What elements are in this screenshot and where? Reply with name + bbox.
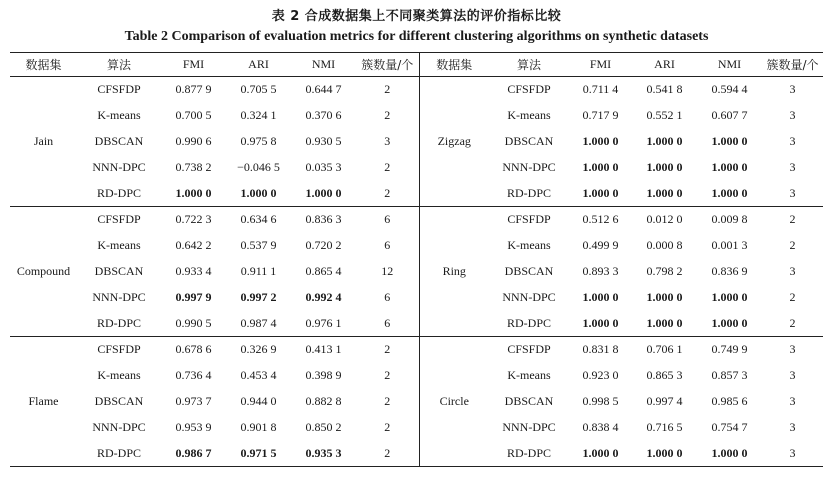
nmi-value: 0.836 3 — [305, 212, 342, 227]
cluster-count: 2 — [384, 394, 391, 408]
fmi-value: 0.973 7 — [175, 394, 212, 408]
cluster-count: 2 — [384, 108, 391, 122]
algorithm-name: NNN-DPC — [502, 420, 556, 434]
fmi-value: 0.893 3 — [582, 264, 619, 278]
cluster-count: 2 — [762, 311, 823, 337]
fmi-value: 0.998 5 — [582, 394, 619, 408]
ari-value: 1.000 0 — [646, 134, 683, 148]
nmi-value: 0.607 7 — [711, 108, 748, 122]
fmi-value: 0.990 6 — [175, 134, 212, 148]
dataset-name: Jain — [10, 77, 77, 207]
cluster-count: 3 — [762, 441, 823, 467]
table-row — [10, 311, 823, 337]
cluster-count: 2 — [384, 420, 391, 434]
cluster-count: 2 — [356, 181, 419, 207]
table-caption-cn: 表 2 合成数据集上不同聚类算法的评价指标比较 — [271, 9, 562, 24]
cluster-count: 2 — [789, 238, 796, 252]
cluster-count: 3 — [789, 82, 796, 97]
cluster-count: 3 — [789, 108, 796, 122]
fmi-value: 1.000 0 — [161, 181, 226, 207]
nmi-value: 0.935 3 — [291, 441, 356, 467]
cluster-count: 2 — [789, 290, 796, 304]
fmi-value: 0.933 4 — [175, 264, 212, 278]
cluster-count: 2 — [384, 342, 391, 357]
header-cell: ARI — [632, 53, 697, 77]
fmi-value: 0.499 9 — [582, 238, 619, 252]
algorithm-name: CFSFDP — [97, 82, 141, 97]
header-cell: FMI — [569, 53, 632, 77]
algorithm-name: DBSCAN — [504, 394, 554, 408]
cluster-count: 3 — [384, 134, 391, 148]
dataset-name: Zigzag — [419, 77, 489, 207]
fmi-value: 1.000 0 — [582, 290, 619, 304]
nmi-value: 0.720 2 — [305, 238, 342, 252]
algorithm-name: DBSCAN — [94, 394, 144, 408]
nmi-value: 1.000 0 — [291, 181, 356, 207]
algorithm-name: DBSCAN — [504, 264, 554, 278]
cluster-count: 3 — [789, 368, 796, 382]
ari-value: 0.716 5 — [646, 420, 683, 434]
fmi-value: 0.997 9 — [175, 290, 212, 304]
nmi-value: 0.976 1 — [291, 311, 356, 337]
table-row — [10, 77, 823, 103]
ari-value: 0.552 1 — [646, 108, 683, 122]
nmi-value: 0.035 3 — [305, 160, 342, 174]
table-row — [10, 129, 823, 155]
fmi-value: 0.986 7 — [161, 441, 226, 467]
cluster-count: 6 — [356, 311, 419, 337]
nmi-value: 0.398 9 — [305, 368, 342, 382]
cluster-count: 3 — [789, 134, 796, 148]
fmi-value: 1.000 0 — [569, 181, 632, 207]
algorithm-name: RD-DPC — [77, 181, 161, 207]
fmi-value: 0.678 6 — [175, 342, 212, 357]
nmi-value: 1.000 0 — [697, 311, 762, 337]
ari-value: 0.971 5 — [226, 441, 291, 467]
fmi-value: 0.877 9 — [175, 82, 212, 97]
algorithm-name: K-means — [507, 108, 551, 122]
algorithm-name: NNN-DPC — [92, 420, 146, 434]
cluster-count: 3 — [789, 342, 796, 357]
cluster-count: 3 — [789, 160, 796, 174]
ari-value: 0.705 5 — [240, 82, 277, 97]
ari-value: 0.634 6 — [240, 212, 277, 227]
algorithm-name: NNN-DPC — [92, 160, 146, 174]
nmi-value: 0.009 8 — [711, 212, 748, 227]
nmi-value: 1.000 0 — [711, 160, 748, 174]
cluster-count: 6 — [384, 212, 391, 227]
table-row — [10, 259, 823, 285]
table-row — [10, 337, 823, 363]
algorithm-name: RD-DPC — [77, 441, 161, 467]
ari-value: 0.706 1 — [646, 342, 683, 357]
algorithm-name: K-means — [97, 368, 141, 382]
fmi-value: 0.717 9 — [582, 108, 619, 122]
algorithm-name: K-means — [97, 108, 141, 122]
nmi-value: 1.000 0 — [711, 134, 748, 148]
dataset-name: Compound — [10, 207, 77, 337]
cluster-count: 3 — [789, 394, 796, 408]
ari-value: 1.000 0 — [632, 181, 697, 207]
ari-value: 0.537 9 — [240, 238, 277, 252]
fmi-value: 0.990 5 — [161, 311, 226, 337]
ari-value: 0.997 4 — [646, 394, 683, 408]
algorithm-name: NNN-DPC — [502, 160, 556, 174]
fmi-value: 0.831 8 — [582, 342, 619, 357]
nmi-value: 0.930 5 — [305, 134, 342, 148]
algorithm-name: DBSCAN — [504, 134, 554, 148]
ari-value: 1.000 0 — [226, 181, 291, 207]
table-body — [10, 77, 823, 467]
nmi-value: 0.413 1 — [305, 342, 342, 357]
table-row — [10, 103, 823, 129]
cluster-count: 3 — [789, 264, 796, 278]
algorithm-name: DBSCAN — [94, 134, 144, 148]
algorithm-name: CFSFDP — [97, 342, 141, 357]
ari-value: 0.944 0 — [240, 394, 277, 408]
ari-value: 0.000 8 — [646, 238, 683, 252]
header-cell: 簇数量/个 — [762, 53, 823, 77]
header-cell: 算法 — [77, 53, 161, 77]
nmi-value: 0.985 6 — [711, 394, 748, 408]
fmi-value: 1.000 0 — [582, 134, 619, 148]
table-row — [10, 155, 823, 181]
algorithm-name: CFSFDP — [507, 82, 551, 97]
header-cell: FMI — [161, 53, 226, 77]
fmi-value: 1.000 0 — [582, 160, 619, 174]
header-cell: 簇数量/个 — [356, 53, 419, 77]
nmi-value: 0.749 9 — [711, 342, 748, 357]
ari-value: 0.911 1 — [240, 264, 277, 278]
nmi-value: 0.644 7 — [305, 82, 342, 97]
ari-value: 0.324 1 — [240, 108, 277, 122]
cluster-count: 6 — [384, 238, 391, 252]
algorithm-name: CFSFDP — [507, 212, 551, 227]
ari-value: 0.326 9 — [240, 342, 277, 357]
fmi-value: 0.700 5 — [175, 108, 212, 122]
algorithm-name: K-means — [97, 238, 141, 252]
table-row — [10, 285, 823, 311]
ari-value: 0.987 4 — [226, 311, 291, 337]
algorithm-name: RD-DPC — [489, 441, 569, 467]
header-cell: ARI — [226, 53, 291, 77]
fmi-value: 0.953 9 — [175, 420, 212, 434]
cluster-count: 6 — [384, 290, 391, 304]
ari-value: 1.000 0 — [632, 311, 697, 337]
ari-value: 0.865 3 — [646, 368, 683, 382]
header-cell: 数据集 — [419, 53, 489, 77]
header-cell: NMI — [291, 53, 356, 77]
header-cell: NMI — [697, 53, 762, 77]
algorithm-name: K-means — [507, 238, 551, 252]
cluster-count: 2 — [789, 212, 796, 227]
cluster-count: 2 — [384, 160, 391, 174]
ari-value: 0.798 2 — [646, 264, 683, 278]
table-row — [10, 389, 823, 415]
ari-value: 0.997 2 — [240, 290, 277, 304]
fmi-value: 0.512 6 — [582, 212, 619, 227]
nmi-value: 0.857 3 — [711, 368, 748, 382]
nmi-value: 0.594 4 — [711, 82, 748, 97]
nmi-value: 0.001 3 — [711, 238, 748, 252]
nmi-value: 0.754 7 — [711, 420, 748, 434]
fmi-value: 1.000 0 — [569, 311, 632, 337]
nmi-value: 1.000 0 — [697, 181, 762, 207]
table-row — [10, 415, 823, 441]
header-cell: 算法 — [489, 53, 569, 77]
algorithm-name: DBSCAN — [94, 264, 144, 278]
table-caption-en: Table 2 Comparison of evaluation metrics for different clustering algorithms on synthetic datasets — [124, 29, 709, 44]
header-row — [10, 53, 823, 77]
algorithm-name: NNN-DPC — [92, 290, 146, 304]
table-row — [10, 181, 823, 207]
algorithm-name: RD-DPC — [77, 311, 161, 337]
dataset-name: Ring — [419, 207, 489, 337]
cluster-count: 2 — [356, 441, 419, 467]
dataset-name: Flame — [10, 337, 77, 467]
ari-value: 1.000 0 — [632, 441, 697, 467]
nmi-value: 1.000 0 — [711, 290, 748, 304]
ari-value: −0.046 5 — [237, 160, 280, 174]
fmi-value: 0.736 4 — [175, 368, 212, 382]
table-row — [10, 363, 823, 389]
dataset-name: Circle — [419, 337, 489, 467]
ari-value: 1.000 0 — [646, 290, 683, 304]
table-row — [10, 441, 823, 467]
ari-value: 0.901 8 — [240, 420, 277, 434]
nmi-value: 1.000 0 — [697, 441, 762, 467]
nmi-value: 0.850 2 — [305, 420, 342, 434]
nmi-value: 0.865 4 — [305, 264, 342, 278]
fmi-value: 0.711 4 — [582, 82, 619, 97]
metrics-table — [10, 52, 823, 467]
cluster-count: 2 — [384, 82, 391, 97]
algorithm-name: CFSFDP — [507, 342, 551, 357]
cluster-count: 3 — [789, 420, 796, 434]
fmi-value: 0.923 0 — [582, 368, 619, 382]
cluster-count: 3 — [762, 181, 823, 207]
table-row — [10, 207, 823, 233]
fmi-value: 0.642 2 — [175, 238, 212, 252]
nmi-value: 0.370 6 — [305, 108, 342, 122]
nmi-value: 0.836 9 — [711, 264, 748, 278]
ari-value: 0.975 8 — [240, 134, 277, 148]
algorithm-name: CFSFDP — [97, 212, 141, 227]
ari-value: 0.453 4 — [240, 368, 277, 382]
algorithm-name: RD-DPC — [489, 311, 569, 337]
fmi-value: 0.838 4 — [582, 420, 619, 434]
ari-value: 1.000 0 — [646, 160, 683, 174]
header-cell: 数据集 — [10, 53, 77, 77]
ari-value: 0.012 0 — [646, 212, 683, 227]
cluster-count: 2 — [384, 368, 391, 382]
algorithm-name: RD-DPC — [489, 181, 569, 207]
fmi-value: 1.000 0 — [569, 441, 632, 467]
ari-value: 0.541 8 — [646, 82, 683, 97]
algorithm-name: NNN-DPC — [502, 290, 556, 304]
nmi-value: 0.992 4 — [305, 290, 342, 304]
cluster-count: 12 — [381, 264, 394, 278]
table-row — [10, 233, 823, 259]
nmi-value: 0.882 8 — [305, 394, 342, 408]
fmi-value: 0.722 3 — [175, 212, 212, 227]
fmi-value: 0.738 2 — [175, 160, 212, 174]
algorithm-name: K-means — [507, 368, 551, 382]
